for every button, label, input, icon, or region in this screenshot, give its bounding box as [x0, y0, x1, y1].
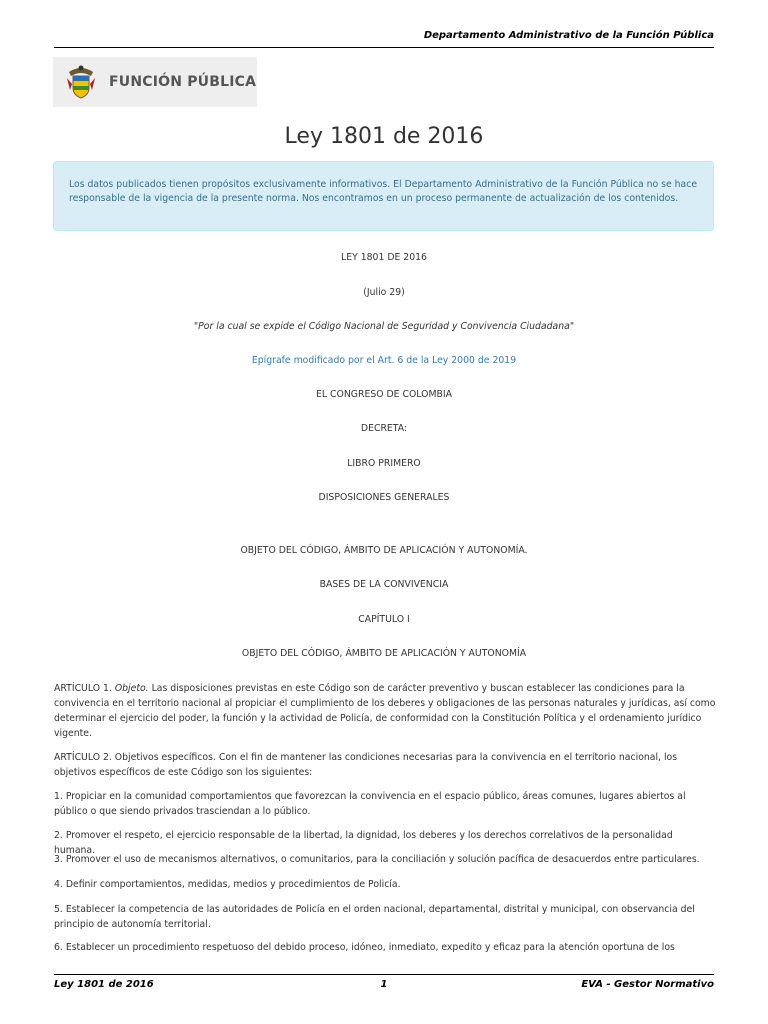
list-item: 6. Establecer un procedimiento respetuoso del debido proceso, idóneo, inmediato, expedito y eficaz para la atención oportuna de los	[54, 942, 675, 953]
header-rule	[54, 47, 714, 48]
article-1-name: Objeto.	[114, 683, 149, 694]
law-date: (Julio 29)	[363, 287, 405, 298]
object-scope-heading: OBJETO DEL CÓDIGO, ÁMBITO DE APLICACIÓN Y AUTONOMÍA.	[240, 545, 528, 556]
general-provisions-heading: DISPOSICIONES GENERALES	[318, 492, 450, 503]
funcion-publica-logo[interactable]	[53, 57, 257, 107]
page-header-institution: Departamento Administrativo de la Función Pública	[423, 30, 714, 41]
logo-text: FUNCIÓN PÚBLICA	[109, 74, 257, 90]
epigraph-modification-link[interactable]: Epígrafe modificado por el Art. 6 de la Ley 2000 de 2019	[251, 355, 517, 366]
book-heading: LIBRO PRIMERO	[347, 458, 421, 469]
law-number: LEY 1801 DE 2016	[341, 252, 427, 263]
disclaimer-notice: Los datos publicados tienen propósitos exclusivamente informativos. El Departamento Administrativo de la Función Pública no se hace responsable de la vigencia de la presente norma. Nos encontramos en un proceso permanente de actualización de los contenidos.	[53, 161, 714, 231]
chapter-title: OBJETO DEL CÓDIGO, ÁMBITO DE APLICACIÓN Y AUTONOMÍA	[241, 648, 527, 659]
footer-rule	[54, 974, 714, 975]
list-item: 3. Promover el uso de mecanismos alternativos, o comunitarios, para la conciliación y solución pacífica de desacuerdos entre particulares.	[54, 854, 700, 865]
list-item: 5. Establecer la competencia de las autoridades de Policía en el orden nacional, departamental, distrital y municipal, con observancia del principio de autonomía territorial.	[54, 904, 695, 930]
document-title: Ley 1801 de 2016	[284, 124, 484, 149]
article-2: ARTÍCULO 2. Objetivos específicos. Con el fin de mantener las condiciones necesarias para la convivencia en el territorio nacional, los objetivos específicos de este Código son los siguientes:	[54, 752, 678, 778]
footer-source: EVA - Gestor Normativo	[581, 979, 714, 990]
article-1-label: ARTÍCULO 1.	[54, 683, 112, 694]
congress-heading: EL CONGRESO DE COLOMBIA	[316, 389, 452, 400]
list-item: 2. Promover el respeto, el ejercicio responsable de la libertad, la dignidad, los deberes y los derechos correlativos de la personalidad humana.	[54, 830, 673, 856]
decreta-heading: DECRETA:	[360, 423, 408, 434]
chapter-heading: CAPÍTULO I	[358, 614, 410, 625]
article-1	[54, 681, 716, 741]
list-item: 1. Propiciar en la comunidad comportamientos que favorezcan la convivencia en el espacio público, áreas comunes, lugares abiertos al público o que siendo privados trasciendan a lo público.	[54, 791, 686, 817]
law-purpose: "Por la cual se expide el Código Nacional de Seguridad y Convivencia Ciudadana"	[193, 321, 575, 332]
article-1-text: Las disposiciones previstas en este Código son de carácter preventivo y buscan establecer las condiciones para la convivencia en el territorio nacional al propiciar el cumplimiento de los deberes y obligaciones de las personas naturales y jurídicas, así como determinar el ejercicio del poder, la función y la actividad de Policía, de conformidad con la Constitución Política y el ordenamiento jurídico vigente.	[54, 683, 716, 739]
list-item: 4. Definir comportamientos, medidas, medios y procedimientos de Policía.	[54, 879, 401, 890]
bases-heading: BASES DE LA CONVIVENCIA	[319, 579, 449, 590]
colombia-coat-of-arms-icon	[61, 62, 101, 102]
footer-law: Ley 1801 de 2016	[54, 979, 154, 990]
page-number: 1	[380, 979, 388, 990]
